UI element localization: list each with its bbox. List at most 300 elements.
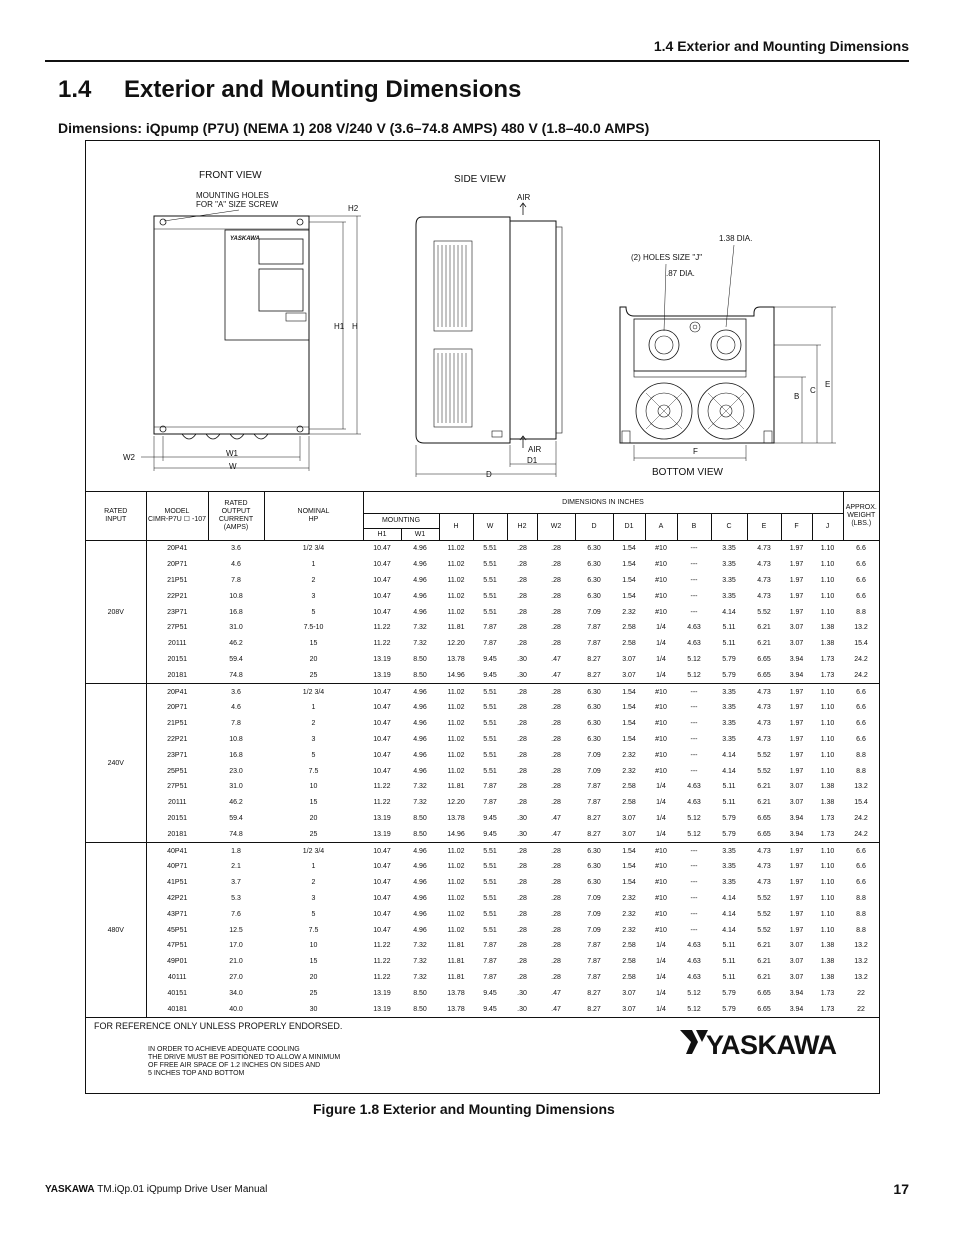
table-cell: .28 — [517, 767, 527, 775]
table-cell: 4.73 — [757, 863, 771, 871]
table-cell: 10.47 — [373, 561, 391, 569]
table-cell: 3.07 — [622, 655, 636, 663]
table-cell: 4.96 — [413, 863, 427, 871]
table-cell: 11.02 — [439, 541, 473, 557]
table-cell: 14.96 — [447, 671, 465, 679]
table-cell: 20P71 — [167, 704, 188, 712]
model-header: MODEL CIMR-P7U ☐ -107 — [146, 492, 208, 541]
table-cell: 13.78 — [447, 814, 465, 822]
table-cell: 8.50 — [413, 814, 427, 822]
table-cell: 7.87 — [483, 942, 497, 950]
table-cell: #10 — [655, 910, 667, 918]
table-cell: 11.02 — [439, 843, 473, 859]
figure-frame — [85, 140, 880, 1094]
table-cell: 20181 — [167, 671, 187, 679]
col-a: A — [645, 514, 677, 541]
table-cell: 5.52 — [757, 910, 771, 918]
output-current-header: RATED OUTPUT CURRENT (AMPS) — [208, 492, 264, 541]
table-cell: 4.96 — [413, 926, 427, 934]
table-cell: 40.0 — [229, 1005, 243, 1013]
table-cell: 3.6 — [208, 541, 264, 557]
table-cell: 5.11 — [722, 973, 736, 981]
table-cell: 1.38 — [820, 973, 835, 981]
table-cell: 4.73 — [757, 576, 771, 584]
table-cell: .28 — [551, 783, 561, 791]
table-cell: 5 — [311, 751, 316, 759]
table-cell: .28 — [517, 799, 527, 807]
c-label: C — [810, 386, 816, 395]
table-cell: --- — [690, 910, 698, 918]
h2-label: H2 — [348, 204, 359, 213]
table-cell: 1 — [311, 863, 316, 871]
table-cell: 1.54 — [613, 843, 645, 859]
table-cell: 8.27 — [587, 671, 601, 679]
table-cell: 15.4 — [854, 640, 868, 648]
table-cell: 6.30 — [587, 704, 601, 712]
table-cell: 22P21 — [167, 592, 188, 600]
col-w: W — [473, 514, 507, 541]
table-cell: 40P41 — [146, 843, 208, 859]
table-cell: .30 — [517, 1005, 527, 1013]
holes-size-label: (2) HOLES SIZE "J" — [631, 253, 703, 262]
table-cell: 3.07 — [622, 830, 636, 838]
table-cell: 12.5 — [229, 926, 243, 934]
weight-header: APPROX. WEIGHT (LBS.) — [843, 492, 879, 541]
table-cell: 9.45 — [483, 830, 497, 838]
table-row — [86, 795, 879, 811]
table-cell: 7.87 — [483, 799, 497, 807]
table-row — [86, 985, 879, 1001]
table-cell: .28 — [507, 541, 537, 557]
d1-label: D1 — [527, 456, 538, 465]
table-cell: 5.11 — [722, 783, 736, 791]
table-cell: 1/4 — [656, 799, 666, 807]
table-cell: 1.73 — [820, 989, 835, 997]
table-cell: 5.51 — [483, 926, 497, 934]
table-cell: 13.19 — [373, 1005, 391, 1013]
table-cell: 25 — [309, 830, 318, 838]
table-cell: 1.73 — [820, 671, 835, 679]
table-row — [86, 573, 879, 589]
table-cell: 4.63 — [687, 640, 701, 648]
table-cell: 2 — [311, 879, 316, 887]
table-cell: 13.2 — [854, 973, 868, 981]
table-cell: 1/2 3/4 — [264, 541, 363, 557]
table-cell: 8.50 — [413, 655, 427, 663]
group-480v — [86, 843, 879, 1018]
table-cell: .28 — [537, 541, 575, 557]
table-cell: 6.21 — [757, 958, 771, 966]
table-cell: 5.51 — [483, 894, 497, 902]
table-cell: 5.52 — [757, 608, 771, 616]
table-cell: 10.47 — [373, 592, 391, 600]
table-cell: 13.78 — [447, 655, 465, 663]
table-cell: 1.73 — [820, 830, 835, 838]
table-cell: 27P51 — [167, 624, 188, 632]
col-h1: H1 — [363, 529, 401, 541]
table-cell: 40181 — [167, 1005, 187, 1013]
table-cell: 4.73 — [747, 684, 781, 700]
table-cell: 10.47 — [373, 704, 391, 712]
front-panel-brand: YASKAWA — [230, 236, 260, 242]
table-cell: .28 — [517, 894, 527, 902]
table-cell: 31.0 — [229, 624, 243, 632]
table-cell: 11.81 — [447, 624, 465, 632]
table-cell: 2.1 — [231, 863, 241, 871]
section-title-text: Exterior and Mounting Dimensions — [124, 76, 522, 103]
table-cell: 5.51 — [483, 704, 497, 712]
section-number: 1.4 — [58, 76, 92, 103]
table-cell: 7.32 — [413, 799, 427, 807]
table-cell: 20 — [309, 814, 318, 822]
side-view-drawing — [416, 217, 562, 443]
cooling-note: IN ORDER TO ACHIEVE ADEQUATE COOLING THE DRIVE MUST BE POSITIONED TO ALLOW A MINIMUM OF FREE AIR SPACE OF 1.2 INCHES ON SIDES AND 5 INCHES TOP AND BOTTOM — [148, 1046, 341, 1077]
table-cell: 16.8 — [229, 608, 243, 616]
table-cell: 20111 — [168, 799, 187, 807]
table-cell: 1/4 — [656, 655, 666, 663]
table-cell: 5.51 — [483, 735, 497, 743]
table-cell: 3.35 — [722, 592, 736, 600]
table-cell: #10 — [655, 926, 667, 934]
table-cell: 3.7 — [231, 879, 241, 887]
table-cell: .28 — [517, 783, 527, 791]
table-cell: 4.73 — [757, 704, 771, 712]
table-cell: 3 — [311, 894, 316, 902]
col-h2: H2 — [507, 514, 537, 541]
table-cell: 9.45 — [483, 1005, 497, 1013]
table-row — [86, 763, 879, 779]
table-cell: .30 — [517, 655, 527, 663]
table-cell: 3.35 — [722, 704, 736, 712]
footer-manual — [45, 1184, 267, 1195]
table-cell: 1.54 — [622, 720, 636, 728]
footer-manual-title: TM.iQp.01 iQpump Drive User Manual — [97, 1184, 268, 1195]
col-w2: W2 — [537, 514, 575, 541]
table-cell: .28 — [507, 684, 537, 700]
table-cell: 1/2 3/4 — [264, 843, 363, 859]
table-cell: 6.6 — [856, 592, 866, 600]
table-cell: 3.94 — [789, 830, 804, 838]
table-cell: 7.87 — [587, 958, 601, 966]
table-row — [86, 843, 879, 859]
table-cell: 4.63 — [687, 799, 701, 807]
rated-input-header: RATED INPUT — [86, 492, 146, 541]
table-row — [86, 541, 879, 557]
table-row — [86, 922, 879, 938]
table-cell: .47 — [551, 989, 561, 997]
table-cell: .28 — [551, 751, 561, 759]
table-cell: 6.30 — [575, 684, 613, 700]
table-cell: 11.02 — [447, 735, 465, 743]
table-cell: 13.78 — [447, 989, 465, 997]
table-cell: 1.38 — [820, 942, 835, 950]
table-cell: .28 — [551, 799, 561, 807]
table-cell: .30 — [517, 830, 527, 838]
section-title — [58, 76, 521, 104]
b-label: B — [794, 392, 800, 401]
table-cell: 43P71 — [167, 910, 188, 918]
table-cell: 1.54 — [613, 684, 645, 700]
table-cell: 5.79 — [722, 989, 736, 997]
table-cell: 5.79 — [722, 814, 736, 822]
table-cell: 23.0 — [229, 767, 243, 775]
table-cell: .28 — [537, 684, 575, 700]
table-cell: 10.47 — [373, 608, 391, 616]
table-cell: 74.8 — [229, 671, 243, 679]
table-cell: 11.02 — [447, 910, 465, 918]
table-cell: 6.6 — [843, 684, 879, 700]
table-row — [86, 684, 879, 700]
table-row — [86, 906, 879, 922]
table-cell: 3.07 — [789, 624, 804, 632]
table-cell: 1.54 — [622, 561, 636, 569]
table-cell: 5.51 — [483, 751, 497, 759]
table-cell: 1.10 — [820, 894, 835, 902]
table-cell: .28 — [551, 863, 561, 871]
table-cell: 7.87 — [483, 973, 497, 981]
table-cell: 10.47 — [363, 684, 401, 700]
table-cell: .28 — [551, 894, 561, 902]
table-cell: 4.14 — [722, 751, 736, 759]
table-cell: 4.96 — [413, 561, 427, 569]
table-cell: --- — [690, 894, 698, 902]
table-cell: --- — [690, 704, 698, 712]
col-h: H — [439, 514, 473, 541]
table-cell: 6.6 — [843, 541, 879, 557]
table-cell: 3.35 — [722, 863, 736, 871]
table-cell: #10 — [655, 576, 667, 584]
table-cell: .28 — [551, 640, 561, 648]
table-cell: 4.63 — [687, 783, 701, 791]
table-cell: 11.81 — [447, 783, 465, 791]
table-cell: 1.10 — [812, 684, 843, 700]
table-row — [86, 779, 879, 795]
table-cell: 1.97 — [781, 843, 812, 859]
table-cell: 6.65 — [757, 655, 771, 663]
table-cell: 8.8 — [856, 608, 866, 616]
table-cell: 34.0 — [229, 989, 243, 997]
table-cell: 11.02 — [447, 576, 465, 584]
table-cell: 1.10 — [812, 843, 843, 859]
table-cell: 2.58 — [622, 958, 636, 966]
table-cell: 1.97 — [781, 684, 812, 700]
table-cell: .28 — [517, 942, 527, 950]
table-cell: 10 — [309, 783, 318, 791]
table-cell: 10.8 — [229, 592, 243, 600]
table-cell: 22 — [857, 989, 865, 997]
table-cell: 6.6 — [856, 863, 866, 871]
table-cell: 3.07 — [622, 814, 636, 822]
table-row — [86, 1001, 879, 1017]
table-cell: 7.87 — [483, 624, 497, 632]
table-cell: 13.19 — [373, 814, 391, 822]
table-cell: 4.73 — [757, 879, 771, 887]
table-cell: 6.30 — [587, 592, 601, 600]
table-cell: 6.30 — [587, 879, 601, 887]
table-cell: 4.96 — [401, 541, 439, 557]
table-cell: 1 — [311, 704, 316, 712]
table-cell: .28 — [551, 910, 561, 918]
table-cell: .28 — [537, 843, 575, 859]
table-cell: 5.11 — [722, 799, 736, 807]
table-cell: 1.10 — [820, 863, 835, 871]
table-cell: 5 — [311, 910, 316, 918]
table-row — [86, 700, 879, 716]
table-cell: 23P71 — [167, 608, 188, 616]
table-cell: 5.51 — [483, 608, 497, 616]
table-row — [86, 620, 879, 636]
table-cell: 1.38 — [820, 958, 835, 966]
table-cell: 20151 — [167, 814, 187, 822]
table-cell: 6.30 — [587, 561, 601, 569]
table-cell: --- — [677, 541, 711, 557]
table-cell: 1.97 — [789, 751, 804, 759]
table-cell: 5.79 — [722, 1005, 736, 1013]
table-cell: 6.30 — [587, 735, 601, 743]
table-cell: 1/2 3/4 — [264, 684, 363, 700]
table-cell: 7.09 — [587, 767, 601, 775]
table-cell: 1.54 — [613, 541, 645, 557]
h1-label: H1 — [334, 322, 345, 331]
table-cell: 10.8 — [229, 735, 243, 743]
table-cell: 11.02 — [447, 863, 465, 871]
table-cell: 27P51 — [167, 783, 188, 791]
col-b: B — [677, 514, 711, 541]
table-cell: 59.4 — [229, 814, 243, 822]
table-cell: 7.32 — [413, 783, 427, 791]
table-cell: 5.11 — [722, 942, 736, 950]
table-cell: 4.14 — [722, 894, 736, 902]
col-f: F — [781, 514, 812, 541]
table-cell: 5.51 — [483, 720, 497, 728]
table-cell: 3.07 — [622, 1005, 636, 1013]
table-cell: .28 — [517, 751, 527, 759]
table-cell: 4.96 — [413, 910, 427, 918]
table-cell: 11.22 — [373, 783, 391, 791]
table-cell: 3.07 — [789, 783, 804, 791]
table-cell: 6.6 — [856, 576, 866, 584]
table-cell: 11.02 — [447, 592, 465, 600]
table-cell: .28 — [551, 624, 561, 632]
table-cell: 6.6 — [856, 879, 866, 887]
table-cell: 4.63 — [687, 624, 701, 632]
reference-note: FOR REFERENCE ONLY UNLESS PROPERLY ENDORSED. — [94, 1021, 343, 1031]
table-cell: 13.78 — [447, 1005, 465, 1013]
table-cell: 10.47 — [373, 767, 391, 775]
table-cell: 12.20 — [447, 799, 465, 807]
dia-87-label: .87 DIA. — [666, 269, 695, 278]
table-cell: 3.35 — [711, 684, 747, 700]
table-cell: 1.10 — [820, 576, 835, 584]
table-cell: 27.0 — [229, 973, 243, 981]
table-cell: 42P21 — [167, 894, 188, 902]
table-row — [86, 826, 879, 842]
table-cell: .30 — [517, 989, 527, 997]
table-cell: 10.47 — [373, 926, 391, 934]
table-cell: 11.02 — [447, 879, 465, 887]
table-row — [86, 747, 879, 763]
table-cell: 6.6 — [856, 735, 866, 743]
side-view-label: SIDE VIEW — [454, 174, 506, 185]
table-cell: 8.50 — [413, 989, 427, 997]
table-cell: .28 — [551, 576, 561, 584]
table-cell: 6.65 — [757, 830, 771, 838]
table-cell: 4.63 — [687, 942, 701, 950]
header-rule — [45, 60, 909, 62]
group-240v — [86, 684, 879, 843]
table-cell: 24.2 — [854, 830, 868, 838]
table-cell: 20151 — [167, 655, 187, 663]
table-row — [86, 652, 879, 668]
table-cell: 4.63 — [687, 973, 701, 981]
table-cell: .47 — [551, 655, 561, 663]
table-cell: 9.45 — [483, 655, 497, 663]
table-cell: 11.22 — [373, 799, 391, 807]
table-cell: 1.54 — [622, 576, 636, 584]
table-cell: 5.12 — [687, 655, 701, 663]
table-cell: 8.27 — [587, 1005, 601, 1013]
table-cell: 3.07 — [622, 989, 636, 997]
table-cell: .30 — [517, 814, 527, 822]
dimensions-table — [86, 491, 879, 1018]
running-header: 1.4 Exterior and Mounting Dimensions — [653, 38, 909, 54]
table-cell: 5.51 — [483, 561, 497, 569]
table-cell: 12.20 — [447, 640, 465, 648]
table-cell: 13.2 — [854, 942, 868, 950]
table-cell: 6.65 — [757, 814, 771, 822]
table-cell: #10 — [655, 894, 667, 902]
table-cell: --- — [690, 592, 698, 600]
table-cell: .47 — [551, 814, 561, 822]
table-cell: 1/4 — [656, 640, 666, 648]
table-cell: 5.52 — [757, 926, 771, 934]
table-cell: 15 — [309, 799, 318, 807]
dimensions-subtitle: Dimensions: iQpump (P7U) (NEMA 1) 208 V/240 V (3.6–74.8 AMPS) 480 V (1.8–40.0 AMPS) — [58, 120, 650, 136]
table-cell: 4.73 — [747, 541, 781, 557]
table-cell: 1.10 — [820, 704, 835, 712]
table-cell: 4.96 — [413, 576, 427, 584]
table-cell: 8.50 — [413, 830, 427, 838]
table-cell: 4.6 — [231, 561, 241, 569]
table-cell: 11.02 — [447, 926, 465, 934]
page-number: 17 — [893, 1181, 909, 1197]
table-cell: 1.54 — [622, 592, 636, 600]
table-cell: --- — [677, 843, 711, 859]
table-cell: .28 — [517, 735, 527, 743]
table-cell: 5.51 — [483, 863, 497, 871]
table-cell: .28 — [517, 640, 527, 648]
table-cell: 1.10 — [820, 735, 835, 743]
col-w1: W1 — [401, 529, 439, 541]
table-cell: 5.12 — [687, 671, 701, 679]
table-row — [86, 938, 879, 954]
table-row — [86, 588, 879, 604]
table-cell: 14.96 — [447, 830, 465, 838]
table-cell: --- — [690, 608, 698, 616]
table-cell: #10 — [645, 843, 677, 859]
table-cell: 25P51 — [167, 767, 188, 775]
table-cell: 11.22 — [373, 973, 391, 981]
table-cell: 5.12 — [687, 989, 701, 997]
table-cell: 6.21 — [757, 973, 771, 981]
table-cell: 5.12 — [687, 1005, 701, 1013]
table-cell: 40111 — [168, 973, 187, 981]
table-cell: .28 — [517, 958, 527, 966]
table-cell: 20P71 — [167, 561, 188, 569]
front-view-drawing — [154, 216, 309, 439]
table-cell: 20 — [309, 655, 318, 663]
table-cell: 1.38 — [820, 624, 835, 632]
